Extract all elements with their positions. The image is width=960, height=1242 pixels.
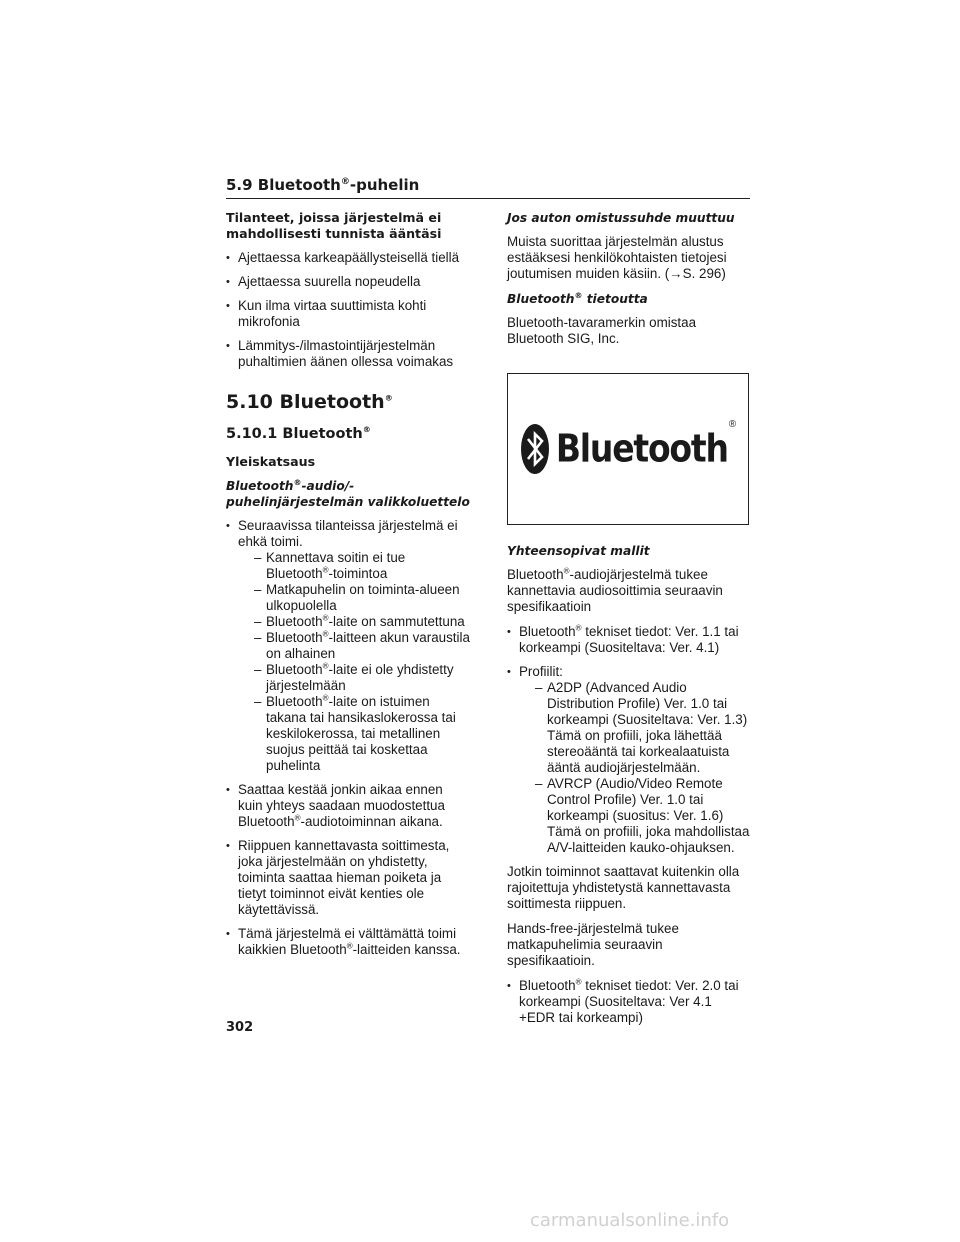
bluetooth-logo-box xyxy=(507,373,749,525)
watermark: carmanualsonline.info xyxy=(530,1210,730,1231)
bluetooth-icon xyxy=(520,423,550,475)
sub-list xyxy=(238,550,470,774)
notes-list xyxy=(226,518,470,958)
sub-list-item: – AVRCP (Audio/Video Remote Control Profile) Ver. 1.0 tai korkeampi (suositus: Ver. 1.6) Tämä on profiili, joka mahdollistaa A/V-laitteiden kauko-ohjauksen. xyxy=(535,776,751,856)
list-item: • Profiilit: – A2DP (Advanced Audio Distribution Profile) Ver. 1.0 tai korkeampi (Suositeltava: Ver. 1.3) Tämä on profiili, joka lähettää stereoääntä tai korkealaatuista ääntä audiojärjestelmään. – AVRCP (Audio/Video Remote Control Profile) Ver. 1.0 tai korkeampi (suositus: Ver. 1.6) Tämä on profiili, joka mahdollistaa A/V-laitteiden kauko-ohjauksen. xyxy=(507,664,751,856)
bluetooth-wordmark: Bluetooth xyxy=(555,426,728,471)
spec-list xyxy=(507,624,751,856)
recognition-list xyxy=(226,250,470,370)
ownership-text: Muista suorittaa järjestelmän alustus estääksesi henkilökohtaisten tietojesi joutumisen muiden käsiin. (→S. 296) xyxy=(507,234,727,281)
list-item: • Bluetooth® tekniset tiedot: Ver. 2.0 tai korkeampi (Suositeltava: Ver 4.1 +EDR tai korkeampi) xyxy=(507,978,751,1026)
info-heading: Bluetooth® tietoutta xyxy=(507,290,648,306)
menu-list-heading: Bluetooth®-audio/-puhelinjärjestelmän valikkoluettelo xyxy=(226,477,470,509)
limitation-text: Jotkin toiminnot saattavat kuitenkin olla rajoitettuja yhdistetystä kannettavasta soittimesta riippuen. xyxy=(507,864,740,911)
handsfree-spec-list xyxy=(507,978,751,1026)
sub-list-item: – Bluetooth®-laite on sammutettuna xyxy=(254,614,470,630)
list-item: • Bluetooth® tekniset tiedot: Ver. 1.1 tai korkeampi (Suositeltava: Ver. 4.1) xyxy=(507,624,751,656)
sub-list-item: – Bluetooth®-laitteen akun varaustila on alhainen xyxy=(254,630,470,662)
page-number: 302 xyxy=(226,1020,254,1035)
list-item: • Ajettaessa karkeapäällysteisellä tiellä xyxy=(226,250,470,266)
sub-list-item: – A2DP (Advanced Audio Distribution Profile) Ver. 1.0 tai korkeampi (Suositeltava: Ver. 1.3) Tämä on profiili, joka lähettää stereoääntä tai korkealaatuista ääntä audiojärjestelmään. xyxy=(535,680,751,776)
list-item: • Saattaa kestää jonkin aikaa ennen kuin yhteys saadaan muodostettua Bluetooth®-audiotoiminnan aikana. xyxy=(226,782,470,830)
left-column xyxy=(226,210,470,966)
handsfree-text: Hands-free-järjestelmä tukee matkapuhelimia seuraavin spesifikaatioin. xyxy=(507,921,679,968)
list-item: • Seuraavissa tilanteissa järjestelmä ei ehkä toimi. – Kannettava soitin ei tue Bluetooth®-toimintoa – Matkapuhelin on toiminta-alueen ulkopuolella – Bluetooth®-laite on sammutettuna – Bluetooth®-laitteen akun varaustila on alhainen – Bluetooth®-laite ei ole yhdistetty järjestelmään – Bluetooth®-laite on istuimen takana tai hansikaslokerossa tai keskilokerossa, tai metallinen suojus peittää tai koskettaa puhelinta xyxy=(226,518,470,774)
list-item: • Tämä järjestelmä ei välttämättä toimi kaikkien Bluetooth®-laitteiden kanssa. xyxy=(226,926,470,958)
list-item: • Kun ilma virtaa suuttimista kohti mikrofonia xyxy=(226,298,470,330)
sub-list-item: – Matkapuhelin on toiminta-alueen ulkopuolella xyxy=(254,582,470,614)
bluetooth-logo xyxy=(520,419,737,475)
list-item: • Lämmitys-/ilmastointijärjestelmän puhaltimien äänen ollessa voimakas xyxy=(226,338,470,370)
sub-list-item: – Kannettava soitin ei tue Bluetooth®-toimintoa xyxy=(254,550,470,582)
sub-list-item: – Bluetooth®-laite ei ole yhdistetty järjestelmään xyxy=(254,662,470,694)
list-item: • Ajettaessa suurella nopeudella xyxy=(226,274,470,290)
right-column xyxy=(507,210,751,1034)
profiles-list xyxy=(519,680,751,856)
trademark-text: Bluetooth-tavaramerkin omistaa Bluetooth SIG, Inc. xyxy=(507,315,697,346)
registered-mark: ® xyxy=(728,419,737,430)
list-item: • Riippuen kannettavasta soittimesta, joka järjestelmään on yhdistetty, toiminta saattaa hieman poiketa ja tietyt toiminnot eivät kenties ole käytettävissä. xyxy=(226,838,470,918)
models-heading: Yhteensopivat mallit xyxy=(507,544,650,558)
heading-recognition: Tilanteet, joissa järjestelmä ei mahdollisesti tunnista ääntäsi xyxy=(226,210,442,241)
subsection-title: 5.10.1 Bluetooth® xyxy=(226,425,371,442)
overview-heading: Yleiskatsaus xyxy=(226,454,316,469)
section-header: 5.9 Bluetooth®-puhelin xyxy=(226,176,750,199)
ownership-heading: Jos auton omistussuhde muuttuu xyxy=(507,211,735,225)
models-text: Bluetooth®-audiojärjestelmä tukee kannettavia audiosoittimia seuraavin spesifikaatioin xyxy=(507,566,723,614)
sub-list-item: – Bluetooth®-laite on istuimen takana tai hansikaslokerossa tai keskilokerossa, tai metallinen suojus peittää tai koskettaa puhelinta xyxy=(254,694,470,774)
section-title: 5.10 Bluetooth® xyxy=(226,391,393,413)
